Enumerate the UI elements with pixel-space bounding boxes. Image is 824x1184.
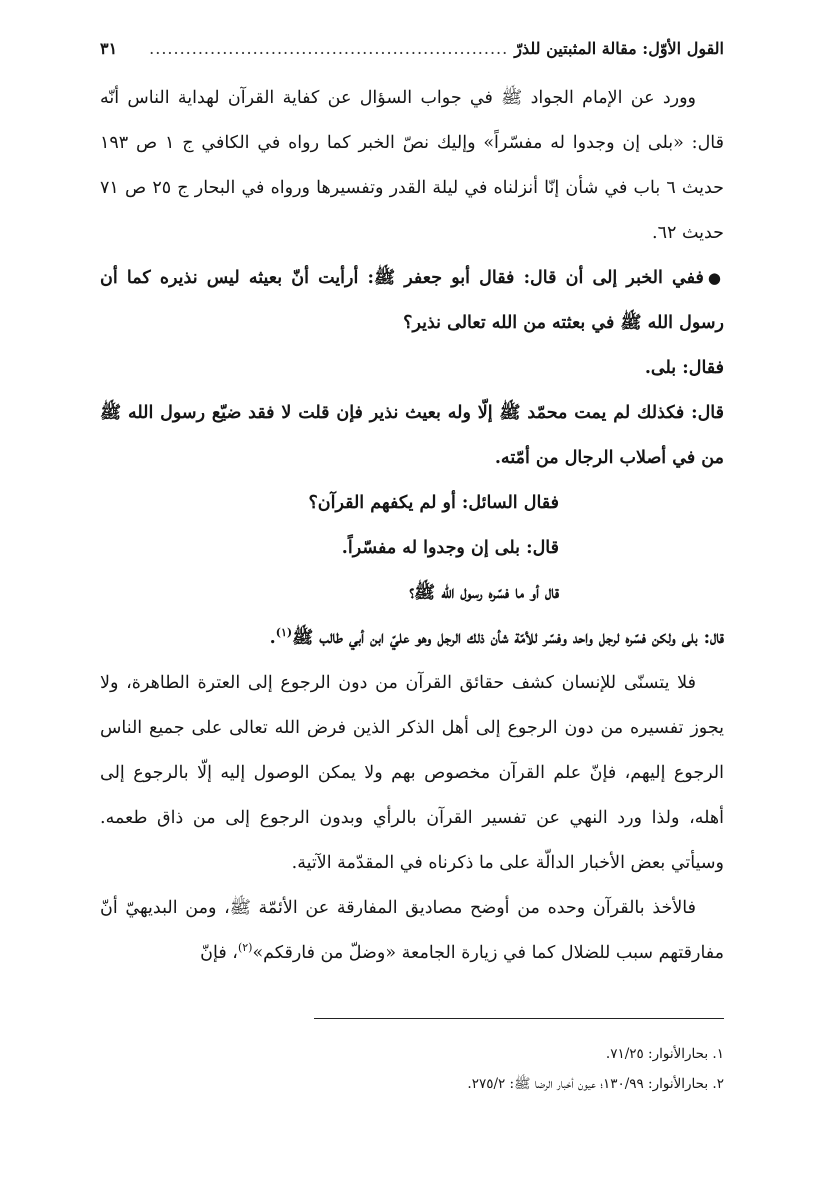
page-number: ٣١ [100, 39, 118, 58]
paragraph-quote-3: قال: فكذلك لم يمت محمّد ﷺ إلّا وله بعيث نذير فإن قلت لا فقد ضيّع رسول الله ﷺ من في أصلاب الرجال من أمّته. [100, 403, 724, 468]
footnote-1: ١. بحارالأنوار: ٧١/٢٥. [605, 1046, 724, 1062]
running-header [100, 28, 724, 58]
bullet-icon: ● [707, 269, 725, 287]
footnote-marker-2[interactable]: (٢) [237, 941, 253, 955]
paragraph-quote-7: قال: بلى ولكن فسّره لرجل واحد وفسّر للأمّة شأن ذلك الرجل وهو عليّ ابن أبي طالب ﷺ$^{(١)}$. [269, 626, 724, 648]
body-text [100, 76, 724, 976]
footnote-marker-1[interactable]: (١) [275, 626, 293, 640]
paragraph-quote-2: فقال: بلى. [644, 358, 724, 378]
header-title: القول الأوّل: مقالة المثبتين للذرّ [514, 39, 724, 58]
footnote-2: ٢. بحارالأنوار: ١٣٠/٩٩؛ عيون أخبار الرضا ﷺ: ٢٧٥/٢. [467, 1076, 724, 1092]
paragraph-intro: وورد عن الإمام الجواد ﷺ في جواب السؤال عن كفاية القرآن لهداية الناس أنّه قال: «بلى إن وجدوا له مفسّراً» وإليك نصّ الخبر كما رواه في الكافي ج ١ ص ١٩٣ حديث ٦ باب في شأن إنّا أنزلناه في ليلة القدر وتفسيرها ورواه في البحار ج ٢٥ ص ٧١ حديث ٦٢. [100, 88, 724, 243]
footnote-divider [314, 1018, 724, 1019]
footnotes [100, 1018, 724, 1099]
page [100, 28, 724, 976]
paragraph-conclusion: فالأخذ بالقرآن وحده من أوضح مصاديق المفارقة عن الأئمّة ﷺ، ومن البديهيّ أنّ مفارقتهم سبب للضلال كما في زيارة الجامعة «وضلّ من فارقكم»$^{(٢)}$، فإنّ [100, 898, 724, 963]
paragraph-quote-5: قال: بلى إن وجدوا له مفسّراً. [341, 538, 559, 558]
paragraph-quote-1: ●ففي الخبر إلى أن قال: فقال أبو جعفر ﷺ: أرأيت أنّ بعيثه ليس نذيره كما أن رسول الله ﷺ في بعثته من الله تعالى نذير؟ [100, 268, 725, 333]
paragraph-commentary: فلا يتسنّى للإنسان كشف حقائق القرآن من دون الرجوع إلى العترة الطاهرة، ولا يجوز تفسيره من دون الرجوع إلى أهل الذكر الذين فرض الله تعالى على جميع الناس الرجوع إليهم، فإنّ علم القرآن مخصوص بهم ولا يمكن الوصول إليه إلّا بالرجوع إلى أهله، ولذا ورد النهي عن تفسير القرآن بالرأي وبدون الرجوع إلى من ذاق طعمه. وسيأتي بعض الأخبار الدالّة على ما ذكرناه في المقدّمة الآتية. [100, 673, 724, 873]
header-leader-dots: ........................................................... [149, 39, 509, 58]
paragraph-quote-4: فقال السائل: أو لم يكفهم القرآن؟ [308, 493, 559, 513]
paragraph-quote-6: قال أو ما فسّره رسول الله ﷺ؟ [409, 583, 559, 603]
